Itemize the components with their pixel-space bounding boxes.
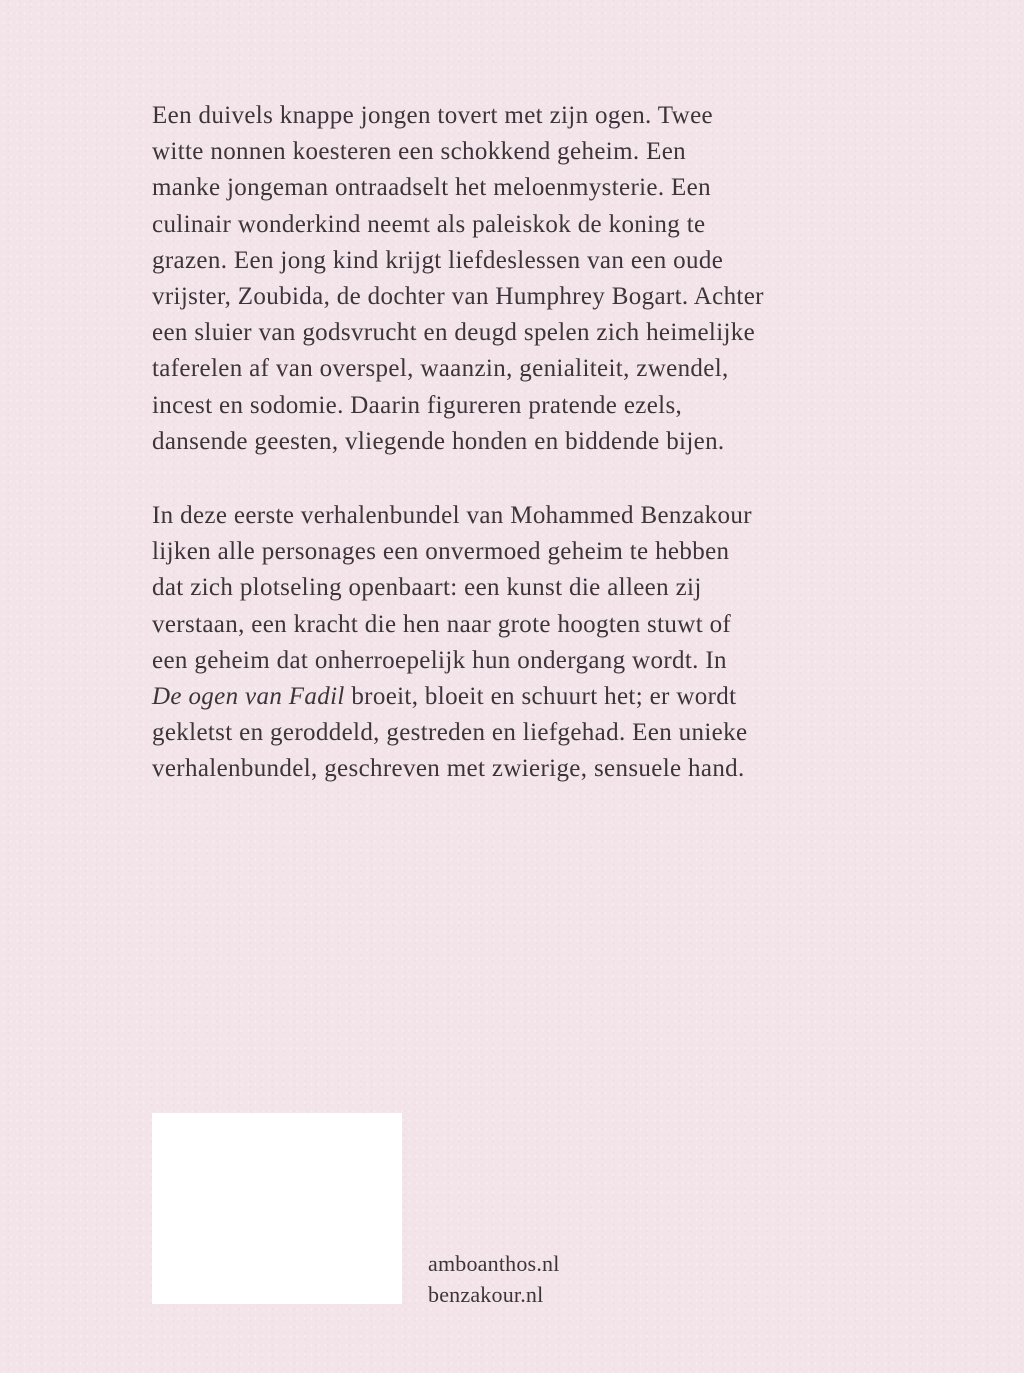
barcode-placeholder (152, 1113, 402, 1304)
author-website: benzakour.nl (428, 1282, 544, 1307)
book-title: De ogen van Fadil (152, 683, 345, 711)
blurb-paragraph-2-end: broeit, bloeit en schuurt het; er wordt gekletst en geroddeld, gestreden en liefgehad. Een unieke verhalenbundel, geschreven met zwierige, sensuele hand. (152, 683, 748, 783)
publisher-website: amboanthos.nl (428, 1251, 560, 1276)
blurb-paragraph-2-start: In deze eerste verhalenbundel van Mohammed Benzakour lijken alle personages een onvermoed geheim te hebben dat zich plotseling openbaart: een kunst die alleen zij verstaan, een kracht die hen naar grote hoogten stuwt of een geheim dat onherroepelijk hun ondergang wordt. In (152, 502, 752, 674)
blurb-paragraph-2 (152, 498, 892, 788)
websites (428, 1248, 560, 1310)
blurb (152, 98, 892, 788)
blurb-paragraph-1: Een duivels knappe jongen tovert met zijn ogen. Twee witte nonnen koesteren een schokkend geheim. Een manke jongeman ontraadselt het meloenmysterie. Een culinair wonderkind neemt als paleiskok de koning te grazen. Een jong kind krijgt liefdeslessen van een oude vrijster, Zoubida, de dochter van Humphrey Bogart. Achter een sluier van godsvrucht en deugd spelen zich heimelijke taferelen af van overspel, waanzin, genialiteit, zwendel, incest en sodomie. Daarin figureren pratende ezels, dansende geesten, vliegende honden en biddende bijen. (152, 102, 764, 455)
